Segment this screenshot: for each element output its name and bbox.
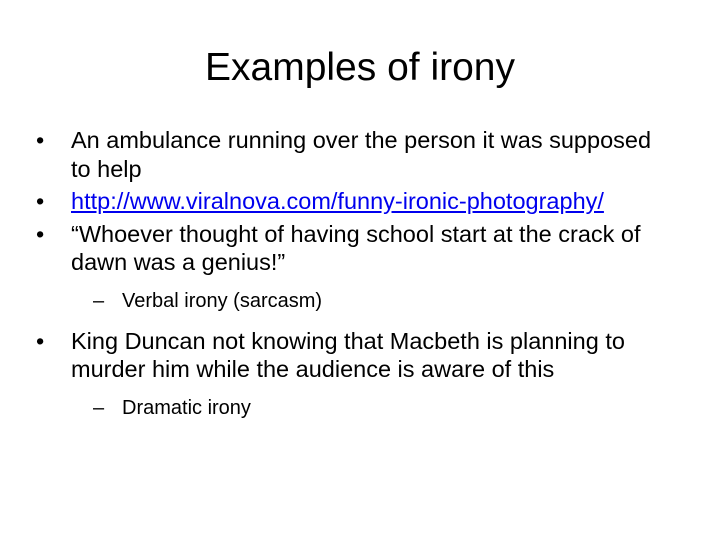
bullet-item: [36, 220, 676, 277]
bullet-marker: •: [36, 127, 45, 153]
sub-bullet-text: Dramatic irony: [122, 396, 251, 419]
bullet-marker: •: [36, 188, 45, 214]
bullet-marker: •: [36, 220, 45, 247]
sub-bullet-text: Verbal irony (sarcasm): [122, 289, 323, 312]
bullet-text: King Duncan not knowing that Macbeth is planning to murder him while the audience is aware of this: [71, 327, 625, 382]
bullet-text: “Whoever thought of having school start at the crack of dawn was a genius!”: [71, 220, 641, 275]
sub-bullet-marker: –: [93, 396, 105, 419]
bullet-item: [36, 327, 676, 384]
sub-bullet-item: [93, 396, 676, 420]
sub-bullet-marker: –: [93, 289, 105, 312]
sub-bullet-item: [93, 289, 676, 313]
bullet-list: [36, 126, 676, 434]
bullet-item: [36, 187, 676, 216]
bullet-text: [71, 187, 676, 216]
bullet-text: An ambulance running over the person it was supposed to help: [71, 127, 652, 182]
bullet-item: [36, 126, 676, 183]
hyperlink[interactable]: http://www.viralnova.com/funny-ironic-photography/: [71, 188, 604, 214]
bullet-marker: •: [36, 327, 45, 354]
slide-title: Examples of irony: [205, 46, 515, 89]
